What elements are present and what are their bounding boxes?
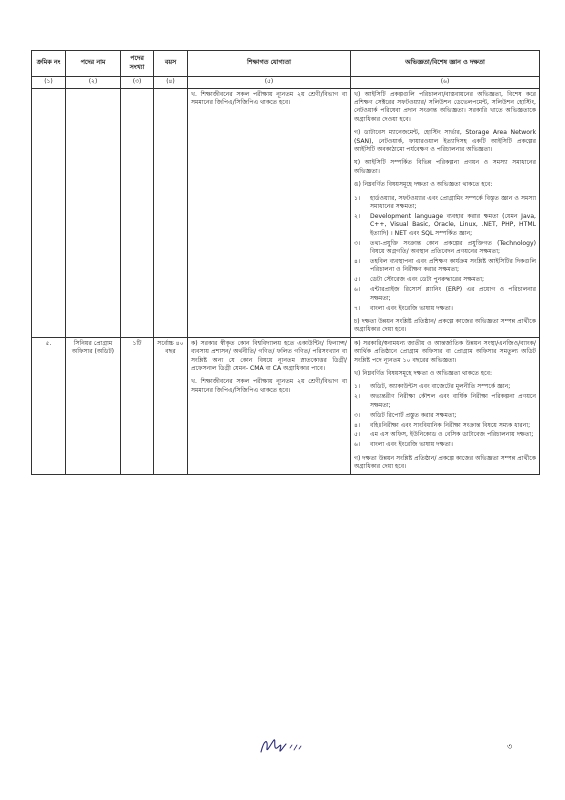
header-post-name: পদের নাম: [66, 51, 121, 77]
col-number: (১): [32, 77, 66, 88]
header-post-count: পদের সংখ্যা: [121, 51, 154, 77]
list-item: [354, 258, 536, 275]
experience-paragraph: গ) ডাটাবেস ম্যানেজমেন্ট, হোস্টিং সার্ভার, Storage Area Network (SAN), নেটওয়ার্ক, ফায়ারওয়াল ইত্যাদিসহ একটি আইসিটি প্রকল্পের আইসিটি অবকাঠামো পর্যবেক্ষণ ও পরিচালনার অভিজ্ঞতা।: [354, 129, 536, 154]
list-item: [354, 441, 536, 449]
experience-paragraph: ঘ) আইসিটি সম্পর্কিত বিভিন্ন পরিকল্পনা প্রণয়ন ও সমস্যা সমাধানের অভিজ্ঞতা।: [354, 159, 536, 175]
list-text: বাংলা এবং ইংরেজি ভাষায় দক্ষতা।: [370, 441, 453, 449]
col-number: (৫): [188, 77, 351, 88]
header-serial: ক্রমিক নং: [32, 51, 66, 77]
list-text: বহিঃনিরীক্ষা এবং সাংবিধানিক নিরীক্ষা সংক্রান্ত বিষয়ে সম্যক ধারনা;: [370, 421, 531, 429]
age-cell: সর্বোচ্চ ৪০ বছর: [154, 337, 188, 474]
list-item: [354, 286, 536, 303]
header-row: [32, 51, 540, 77]
post-name-cell: [66, 88, 121, 337]
page-number: ৩: [507, 742, 513, 751]
list-number: ৪।: [354, 258, 361, 266]
list-number: ৫।: [354, 276, 361, 284]
list-number: ৩।: [354, 411, 361, 419]
header-education: শিক্ষাগত যোগ্যতা: [188, 51, 351, 77]
experience-cell: [351, 337, 540, 474]
experience-paragraph: খ) নিম্নবর্ণিত বিষয়সমূহে দক্ষতা ও অভিজ্ঞতা থাকতে হবে:: [354, 370, 493, 378]
header-age: বয়স: [154, 51, 188, 77]
list-item: [354, 422, 536, 430]
list-item: [354, 213, 536, 238]
experience-paragraph: ঙ) নিম্নবর্ণিত বিষয়সমূহে দক্ষতা ও অভিজ্ঞতা থাকতে হবে:: [354, 181, 493, 189]
header-experience: অভিজ্ঞতা/বিশেষ জ্ঞান ও দক্ষতা: [351, 51, 540, 77]
col-number: (৩): [121, 77, 154, 88]
col-number: (২): [66, 77, 121, 88]
skills-list: [354, 383, 536, 449]
education-paragraph: খ. শিক্ষাজীবনের সকল পরীক্ষায় ন্যূনতম ২য় শ্রেণী/বিভাগ বা সমমানের জিপিএ/সিজিপিএ থাকতে হবে।: [191, 378, 347, 394]
serial-cell: ৫.: [32, 337, 66, 474]
post-count-cell: [121, 88, 154, 337]
column-number-row: [32, 77, 540, 88]
job-requirements-table: [31, 50, 540, 475]
experience-paragraph: চ) দক্ষতা উন্নয়ন সংশ্লিষ্ট প্রতিষ্ঠান/ প্রকল্পে কাজের অভিজ্ঞতা সম্পন্ন প্রার্থীকে অগ্রাধিকার দেয়া হবে।: [354, 317, 536, 334]
list-text: এন্টারপ্রাইজ রিসোর্স প্ল্যানিং (ERP) এর প্রয়োগ ও পরিচালনার সক্ষমতা;: [370, 286, 536, 302]
list-text: অডিট, অ্যাকাউন্টস এবং বাজেটের মূলনীতি সম্পর্কে জ্ঞান;: [370, 383, 511, 391]
table-row: [32, 88, 540, 337]
education-cell: [188, 88, 351, 337]
education-paragraph: খ. শিক্ষাজীবনের সকল পরীক্ষায় ন্যূনতম ২য় শ্রেণী/বিভাগ বা সমমানের জিপিএ/সিজিপিএ থাকতে হবে।: [191, 90, 347, 107]
list-number: ৭।: [354, 304, 361, 312]
list-number: ৫।: [354, 431, 361, 439]
list-text: এম এস অফিস, ইউনিকোড ও বেসিক ডাটাবেজ পরিচালনায় দক্ষতা;: [370, 431, 534, 439]
list-item: [354, 412, 536, 420]
list-text: Development language ব্যবহার করার ক্ষমতা (যেমন Java, C++, Visual Basic, Oracle, Linux, .NET, PHP, HTML ইত্যাদি) । NET এবং SQL সম্পর্কিত জ্ঞান;: [370, 213, 536, 237]
list-item: [354, 276, 536, 284]
list-text: অভ্যন্তরীণ নিরীক্ষা কৌশল এবং বার্ষিক নিরীক্ষা পরিকল্পনা প্রণয়নে সক্ষমতা;: [370, 393, 536, 409]
list-number: ৩।: [354, 239, 361, 247]
experience-cell: [351, 88, 540, 337]
list-number: ৬।: [354, 441, 361, 449]
skills-list: [354, 195, 536, 313]
col-number: (৪): [154, 77, 188, 88]
signature-image: [258, 734, 304, 758]
list-number: ২।: [354, 393, 361, 401]
col-number: (৬): [351, 77, 540, 88]
list-text: তথ্য-প্রযুক্তি সংক্রান্ত কোন প্রকল্পের প্রযুক্তিগত (Technology) বিষয়ে অগ্রগতি/ অবস্থান প্রতিবেদন প্রণয়নের সক্ষমতা;: [370, 239, 536, 256]
list-number: ৬।: [354, 286, 361, 294]
list-item: [354, 383, 536, 391]
list-number: ১।: [354, 383, 361, 391]
post-count-cell: ১টি: [121, 337, 154, 474]
experience-paragraph: খ) আইসিটি প্রকল্পগুলি পরিচালনা/বাস্তবায়নের অভিজ্ঞতা, বিশেষ করে প্রশিক্ষণ সেক্টরের সফটওয়্যার/ সলিউশন ডেভেলপমেন্ট, সলিউশন হোস্টিং, নেটওয়ার্ক পরিষেবা প্রদান সংক্রান্ত অভিজ্ঞতা। সরকারি খাতে অভিজ্ঞতাকে অগ্রাধিকার দেওয়া হবে।: [354, 90, 536, 123]
list-item: [354, 195, 536, 212]
list-number: ১।: [354, 194, 361, 202]
list-text: ডেটা স্টোরেজ এবং ডেটা পুনরুদ্ধারের সক্ষমতা;: [370, 276, 485, 284]
list-number: ৪।: [354, 421, 361, 429]
list-item: [354, 431, 536, 439]
education-paragraph: ক) সরকার স্বীকৃত কোন বিশ্ববিদ্যালয় হতে একাউন্টিং/ ফিন্যান্স/ ব্যবসায় প্রশাসন/ অর্থনীতি/ গণিত/ ফলিত গণিত/ পরিসংখ্যান বা সংশ্লিষ্ট অন্য যে কোন বিষয়ে ন্যূনতম স্নাতকোত্তর ডিগ্রী/ প্রফেসনাল ডিগ্রী যেমন- CMA বা CA অগ্রাধিকার পাবে।: [191, 339, 347, 373]
list-text: অডিট রিপোর্ট প্রস্তুত করার সক্ষমতা;: [370, 411, 457, 419]
list-item: [354, 240, 536, 257]
education-cell: [188, 337, 351, 474]
list-item: [354, 393, 536, 410]
list-text: হার্ডওয়্যার, সফটওয়্যার এবং প্রোগ্রামিং সম্পর্কে বিস্তৃত জ্ঞান ও সমস্যা সমাধানের সক্ষমতা;: [370, 194, 536, 211]
post-name-cell: সিনিয়র প্রোগ্রাম অফিসার (অডিট): [66, 337, 121, 474]
serial-cell: [32, 88, 66, 337]
experience-paragraph: ক) সরকারি/স্বনামধন্য জাতীয় ও আন্তর্জাতিক উন্নয়ন সংস্থা/এনজিও/ব্যাংক/আর্থিক প্রতিষ্ঠানে প্রোগ্রাম অফিসার বা প্রোগ্রাম অফিসার সমতুল্য অডিট সংশ্লিষ্ট পদে ন্যূনতম ১০ বছরের অভিজ্ঞতা।: [354, 339, 536, 364]
table-row: [32, 337, 540, 474]
list-text: বাংলা এবং ইংরেজি ভাষায় দক্ষতা।: [370, 304, 453, 312]
list-text: তহবিল ব্যবস্থাপনা এবং প্রশিক্ষণ কার্যক্রম সংশ্লিষ্ট আইসিটির দিকগুলি পরিচালনা ও নিরীক্ষণ করার সক্ষমতা;: [370, 258, 536, 274]
age-cell: [154, 88, 188, 337]
list-number: ২।: [354, 213, 361, 221]
list-item: [354, 305, 536, 313]
experience-paragraph: গ) দক্ষতা উন্নয়ন সংশ্লিষ্ট প্রতিষ্ঠান/ প্রকল্পে কাজের অভিজ্ঞতা সম্পন্ন প্রার্থীকে অগ্রাধিকার দেয়া হবে।: [354, 454, 536, 471]
